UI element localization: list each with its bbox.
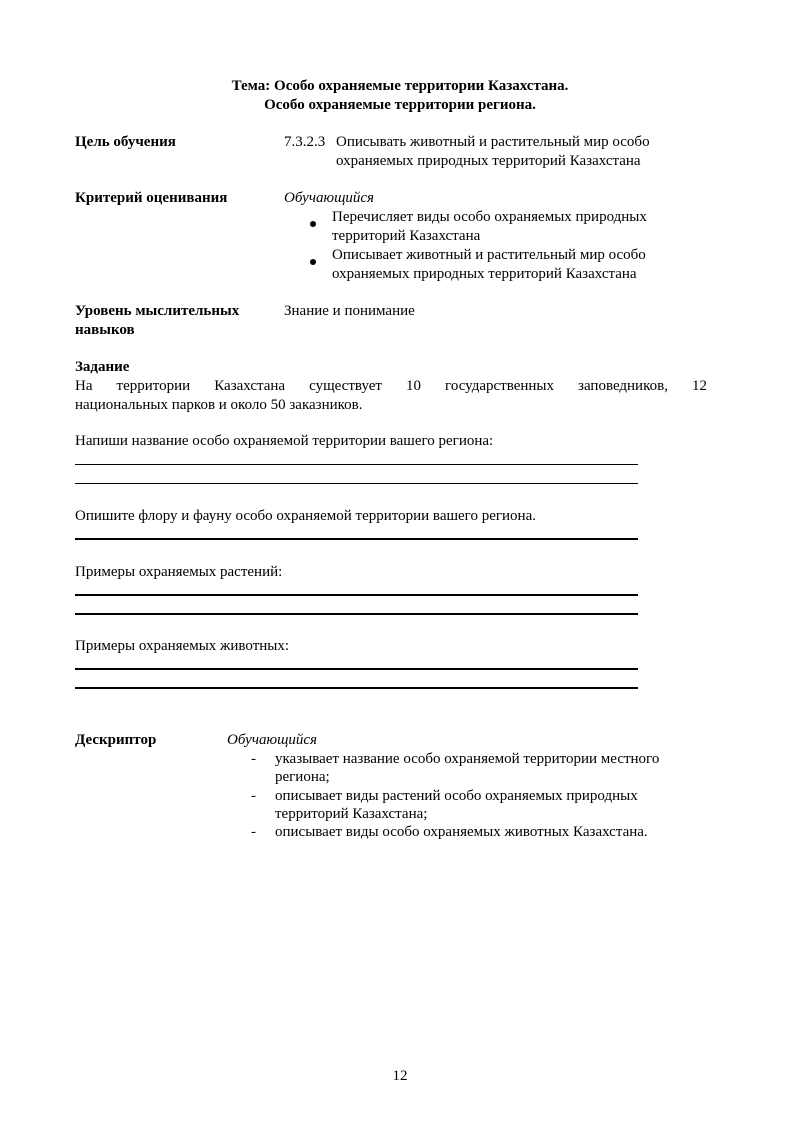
dash-icon: - <box>251 751 256 767</box>
descriptor-item-2-line1: описывает виды растений особо охраняемых природных <box>275 788 638 804</box>
question-flora-fauna: Опишите флору и фауну особо охраняемой территории вашего региона. <box>75 508 536 524</box>
topic-title-line2: Особо охраняемые территории региона. <box>264 97 536 113</box>
task-text-line2: национальных парков и около 50 заказников. <box>75 397 363 413</box>
dash-icon: - <box>251 824 256 840</box>
skills-label-line2: навыков <box>75 322 135 338</box>
descriptor-label: Дескриптор <box>75 732 157 748</box>
topic-title-line1: Тема: Особо охраняемые территории Казахстана. <box>231 78 569 94</box>
goal-text-line2: охраняемых природных территорий Казахстана <box>336 153 641 169</box>
criteria-label: Критерий оценивания <box>75 190 228 206</box>
answer-line[interactable] <box>75 687 638 689</box>
question-plants: Примеры охраняемых растений: <box>75 564 283 580</box>
answer-line[interactable] <box>75 483 638 484</box>
skills-label-line1: Уровень мыслительных <box>75 303 240 319</box>
descriptor-item-1-line1: указывает название особо охраняемой территории местного <box>275 751 660 767</box>
goal-code: 7.3.2.3 <box>284 134 326 150</box>
bullet-icon <box>310 214 316 233</box>
question-region-name: Напиши название особо охраняемой территории вашего региона: <box>75 433 494 449</box>
dash-icon: - <box>251 788 256 804</box>
descriptor-learner: Обучающийся <box>227 732 318 748</box>
answer-line[interactable] <box>75 594 638 596</box>
answer-line[interactable] <box>75 668 638 670</box>
goal-label: Цель обучения <box>75 134 176 150</box>
question-animals: Примеры охраняемых животных: <box>75 638 290 654</box>
answer-line[interactable] <box>75 613 638 615</box>
task-text-line1: На территории Казахстана существует 10 государственных заповедников, 12 <box>75 378 707 394</box>
criteria-item-1-line1: Перечисляет виды особо охраняемых природных <box>332 209 647 225</box>
answer-line[interactable] <box>75 464 638 465</box>
task-heading: Задание <box>75 359 130 375</box>
descriptor-item-2-line2: территорий Казахстана; <box>275 806 428 822</box>
criteria-item-1-line2: территорий Казахстана <box>332 228 481 244</box>
bullet-icon <box>310 252 316 271</box>
answer-line[interactable] <box>75 538 638 540</box>
criteria-item-2-line1: Описывает животный и растительный мир особо <box>332 247 646 263</box>
criteria-item-2-line2: охраняемых природных территорий Казахстана <box>332 266 637 282</box>
goal-text-line1: Описывать животный и растительный мир особо <box>336 134 650 150</box>
descriptor-item-1-line2: региона; <box>275 769 330 785</box>
skills-value: Знание и понимание <box>284 303 415 319</box>
page-number: 12 <box>392 1068 408 1084</box>
criteria-learner: Обучающийся <box>284 190 375 206</box>
descriptor-item-3-line1: описывает виды особо охраняемых животных Казахстана. <box>275 824 648 840</box>
